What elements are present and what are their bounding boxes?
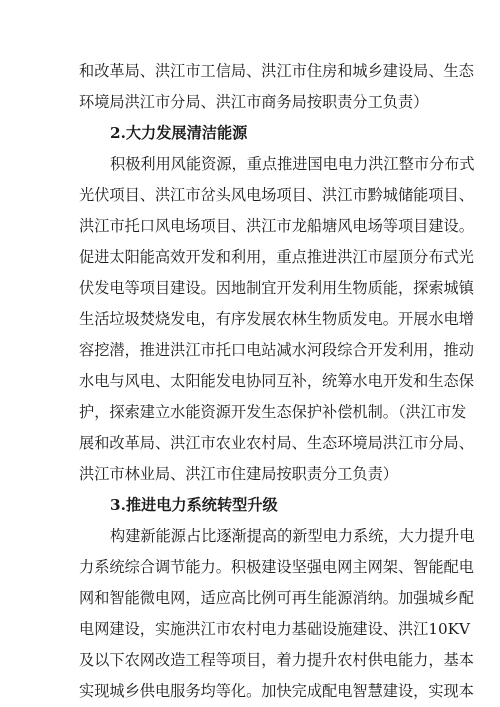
- paragraph-line: 积极利用风能资源，重点推进国电电力洪江整市分布式: [110, 155, 475, 173]
- paragraph-line: 构建新能源占比逐渐提高的新型电力系统，大力提升电: [110, 527, 475, 545]
- paragraph-line: 促进太阳能高效开发和利用，重点推进洪江市屋顶分布式光: [79, 248, 474, 266]
- paragraph-line: 洪江市林业局、洪江市住建局按职责分工负责）: [79, 465, 398, 483]
- paragraph-line: 电网建设，实施洪江市农村电力基础设施建设、洪江10KV: [79, 620, 470, 638]
- paragraph-line: 水电与风电、太阳能发电协同互补，统筹水电开发和生态保: [79, 372, 474, 390]
- paragraph-line: 光伏项目、洪江市岔头风电场项目、洪江市黔城储能项目、: [79, 186, 474, 204]
- section-heading: 3.推进电力系统转型升级: [110, 496, 278, 514]
- paragraph-line: 洪江市托口风电场项目、洪江市龙船塘风电场等项目建设。: [79, 217, 474, 235]
- section-heading: 2.大力发展清洁能源: [110, 124, 248, 142]
- paragraph-line: 力系统综合调节能力。积极建设坚强电网主网架、智能配电: [79, 558, 474, 576]
- paragraph-line: 环境局洪江市分局、洪江市商务局按职责分工负责）: [79, 93, 429, 111]
- paragraph-line: 和改革局、洪江市工信局、洪江市住房和城乡建设局、生态: [79, 62, 474, 80]
- paragraph-line: 护，探索建立水能资源开发生态保护补偿机制。（洪江市发: [79, 403, 467, 421]
- paragraph-line: 伏发电等项目建设。因地制宜开发利用生物质能，探索城镇: [79, 279, 474, 297]
- paragraph-line: 生活垃圾焚烧发电，有序发展农林生物质发电。开展水电增: [79, 310, 474, 328]
- paragraph-line: 展和改革局、洪江市农业农村局、生态环境局洪江市分局、: [79, 434, 474, 452]
- paragraph-line: 网和智能微电网，适应高比例可再生能源消纳。加强城乡配: [79, 589, 474, 607]
- paragraph-line: 容挖潜，推进洪江市托口电站减水河段综合开发利用，推动: [79, 341, 474, 359]
- paragraph-line: 实现城乡供电服务均等化。加快完成配电智慧建设，实现本: [79, 682, 474, 700]
- paragraph-line: 及以下农网改造工程等项目，着力提升农村供电能力，基本: [79, 651, 474, 669]
